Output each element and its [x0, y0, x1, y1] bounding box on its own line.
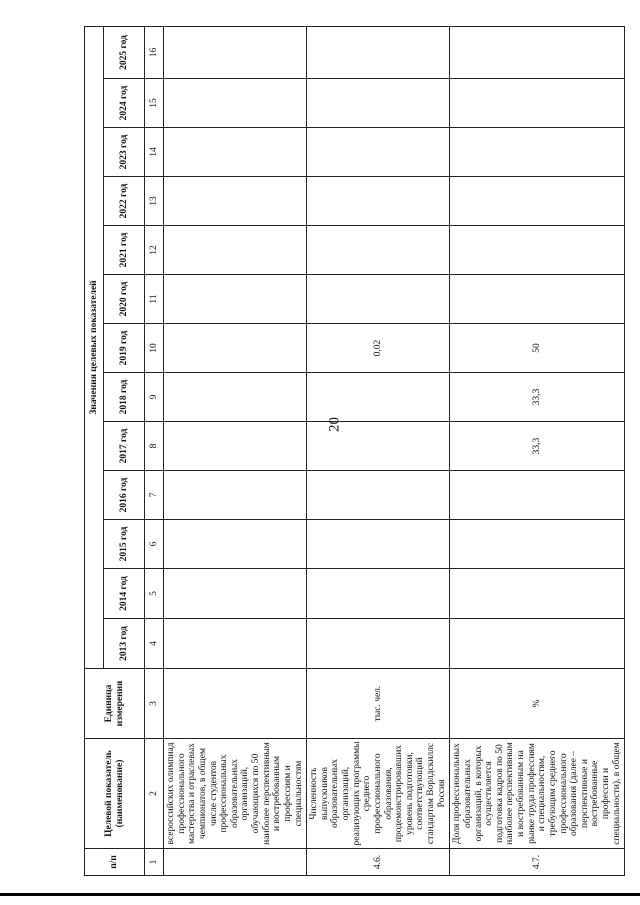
- value-cell: [307, 275, 450, 324]
- indicator-unit: %: [450, 669, 625, 739]
- col-number: 16: [145, 27, 164, 79]
- value-cell: [450, 520, 625, 569]
- value-cell: 0,02: [307, 324, 450, 373]
- value-cell: [450, 79, 625, 128]
- value-cell: [307, 27, 450, 79]
- header-unit: Единица измерения: [85, 669, 145, 739]
- col-number: 4: [145, 619, 164, 669]
- value-cell: [307, 373, 450, 422]
- indicator-name: Доля профессиональных образовательных организаций, в которых осуществляется подготовка кадров по 50 наиболее перспективным и востребованным на рынке труда профессиям и специальностям, требующим среднего профессионального образования (далее – перспективные и востребованные профессии и специальности), в общем: [450, 739, 625, 849]
- value-cell: [307, 619, 450, 669]
- value-cell: [307, 422, 450, 471]
- indicator-name: всероссийских олимпиад профессионального мастерства и отраслевых чемпионатов, в общем числе студентов профессиональных образовательных организаций, обучающихся по 50 наиболее перспективным и востребованным профессиям и специальностям: [164, 739, 307, 849]
- table-row: [307, 27, 450, 876]
- header-year: 2013 год: [104, 619, 145, 669]
- indicator-unit: тыс. чел.: [307, 669, 450, 739]
- value-cell: [307, 226, 450, 275]
- value-cell: 33,3: [450, 422, 625, 471]
- value-cell: [450, 471, 625, 520]
- col-number: 9: [145, 373, 164, 422]
- indicators-table: [84, 26, 625, 876]
- value-cell: [164, 226, 307, 275]
- value-cell: [450, 275, 625, 324]
- value-cell: [450, 128, 625, 177]
- col-number: 1: [145, 849, 164, 876]
- header-year: 2022 год: [104, 177, 145, 226]
- header-year: 2015 год: [104, 520, 145, 569]
- value-cell: [164, 79, 307, 128]
- col-number: 2: [145, 739, 164, 849]
- header-year: 2016 год: [104, 471, 145, 520]
- header-year: 2020 год: [104, 275, 145, 324]
- rotated-table-container: [84, 26, 622, 876]
- value-cell: [164, 373, 307, 422]
- row-number: [164, 849, 307, 876]
- col-number: 11: [145, 275, 164, 324]
- value-cell: [164, 275, 307, 324]
- col-number: 8: [145, 422, 164, 471]
- value-cell: [307, 128, 450, 177]
- value-cell: [164, 569, 307, 619]
- row-number: 4.7.: [450, 849, 625, 876]
- value-cell: [450, 619, 625, 669]
- header-year: 2017 год: [104, 422, 145, 471]
- value-cell: [450, 569, 625, 619]
- value-cell: [307, 177, 450, 226]
- value-cell: 33,3: [450, 373, 625, 422]
- col-number: 7: [145, 471, 164, 520]
- value-cell: [450, 226, 625, 275]
- value-cell: [164, 619, 307, 669]
- value-cell: [307, 569, 450, 619]
- col-number: 6: [145, 520, 164, 569]
- indicator-unit: [164, 669, 307, 739]
- header-no: п/п: [85, 849, 145, 876]
- header-year: 2023 год: [104, 128, 145, 177]
- header-year: 2024 год: [104, 79, 145, 128]
- col-number: 13: [145, 177, 164, 226]
- col-number: 15: [145, 79, 164, 128]
- indicator-name: Численность выпускников образовательных организаций, реализующих программы среднего профессионального образования, продемонстрировавших уровень подготовки, соответствующий стандартам Ворлдскиллс Россия: [307, 739, 450, 849]
- value-cell: [307, 79, 450, 128]
- header-year: 2019 год: [104, 324, 145, 373]
- col-number: 3: [145, 669, 164, 739]
- table-row: [450, 27, 625, 876]
- column-number-row: [145, 27, 164, 876]
- value-cell: [450, 177, 625, 226]
- col-number: 5: [145, 569, 164, 619]
- header-year: 2021 год: [104, 226, 145, 275]
- value-cell: [164, 27, 307, 79]
- header-row-1: [85, 27, 104, 876]
- col-number: 10: [145, 324, 164, 373]
- value-cell: [450, 27, 625, 79]
- row-number: 4.6.: [307, 849, 450, 876]
- header-name: Целевой показатель (наименование): [85, 739, 145, 849]
- value-cell: [164, 324, 307, 373]
- col-number: 14: [145, 128, 164, 177]
- value-cell: [164, 177, 307, 226]
- page-number: 20: [326, 417, 343, 432]
- value-cell: [164, 422, 307, 471]
- value-cell: [307, 520, 450, 569]
- value-cell: [164, 471, 307, 520]
- header-values-group: Значения целевых показателей: [85, 27, 104, 669]
- table-row: [164, 27, 307, 876]
- bottom-rule: [0, 893, 640, 896]
- col-number: 12: [145, 226, 164, 275]
- value-cell: [164, 128, 307, 177]
- value-cell: [164, 520, 307, 569]
- header-year: 2025 год: [104, 27, 145, 79]
- value-cell: 50: [450, 324, 625, 373]
- header-year: 2018 год: [104, 373, 145, 422]
- header-year: 2014 год: [104, 569, 145, 619]
- value-cell: [307, 471, 450, 520]
